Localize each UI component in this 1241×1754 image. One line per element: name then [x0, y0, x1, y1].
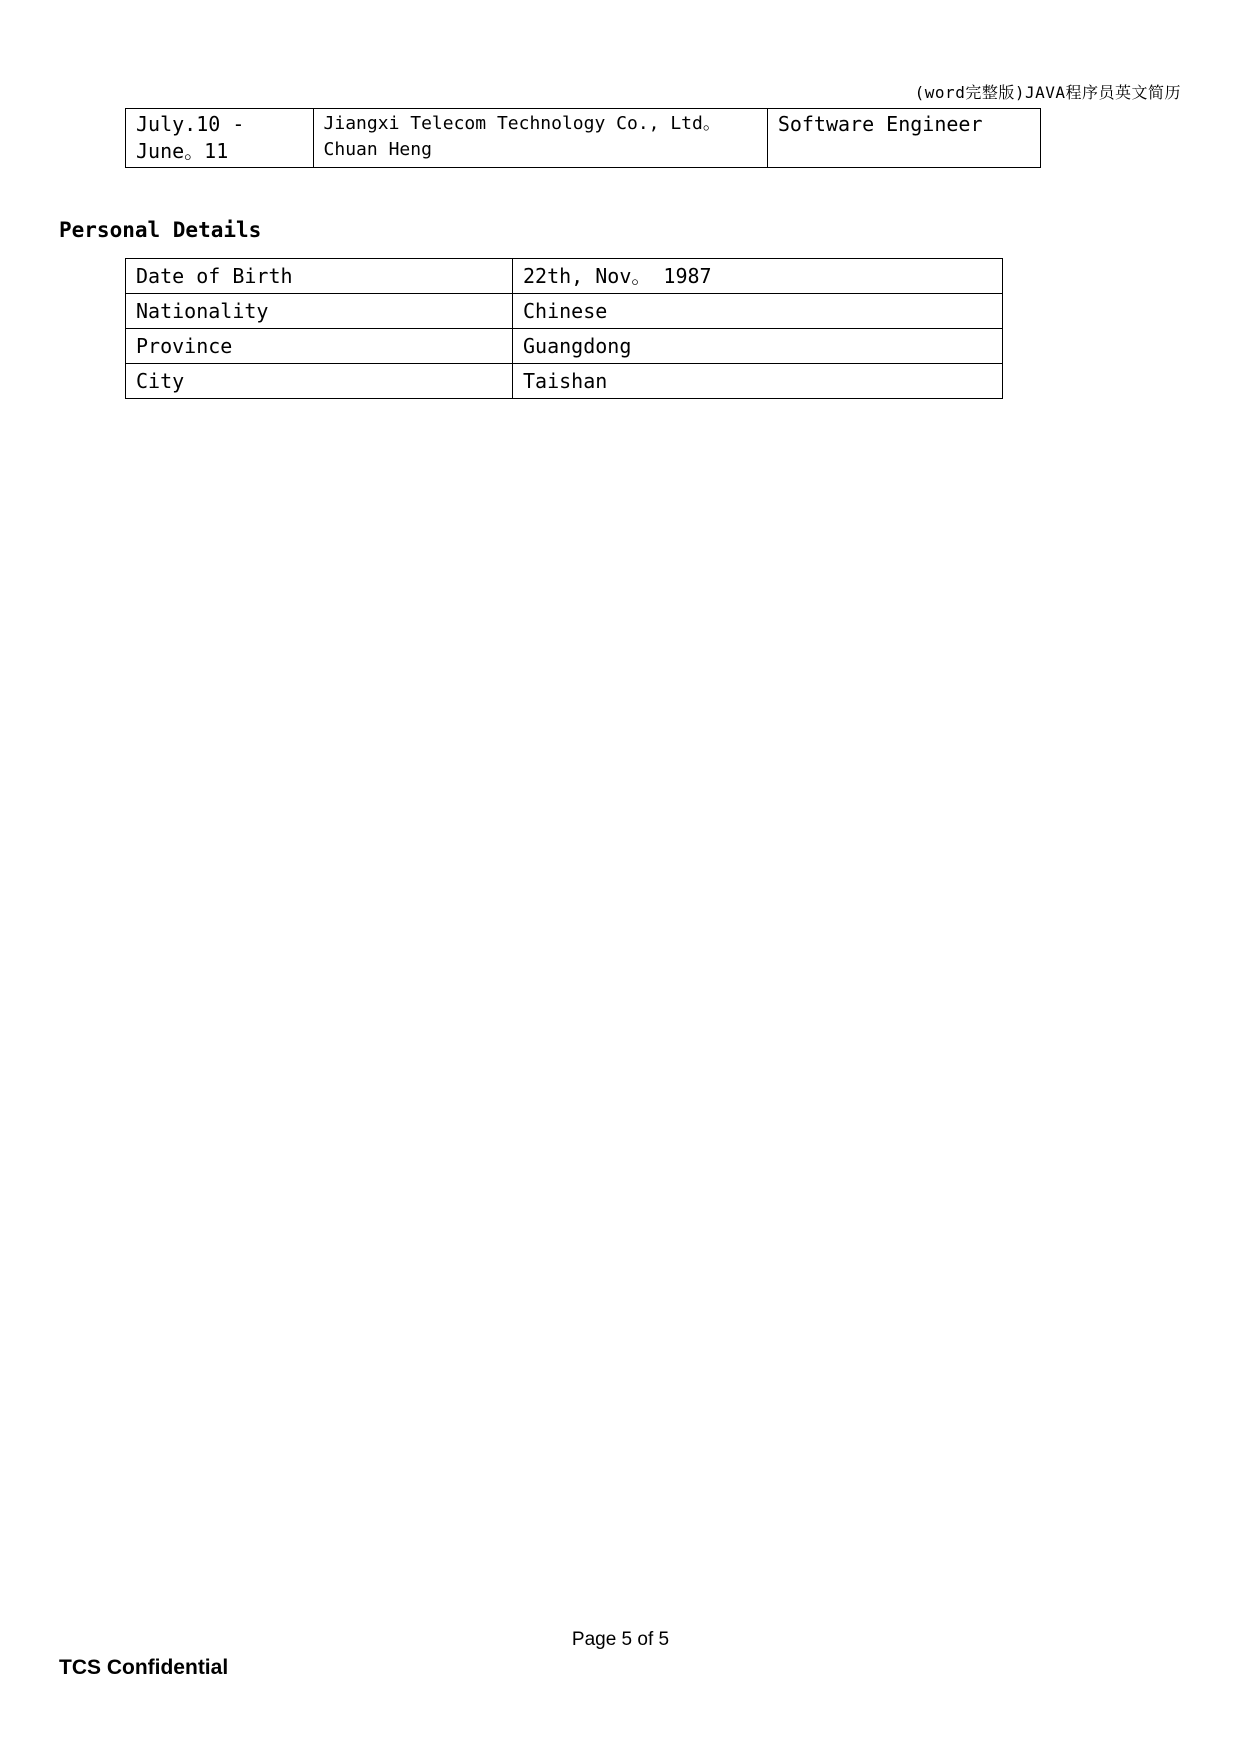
detail-value: Guangdong: [513, 329, 1003, 364]
page-number: Page 5 of 5: [571, 1629, 670, 1650]
detail-value: Taishan: [513, 364, 1003, 399]
period-end: June。11: [136, 139, 229, 163]
detail-value: 22th, Nov。 1987: [513, 259, 1003, 294]
personal-details-table: [125, 258, 1003, 399]
table-row: [126, 364, 1003, 399]
employment-role-cell: Software Engineer: [767, 109, 1040, 168]
document-title-header: (word完整版)JAVA程序员英文简历: [914, 83, 1181, 102]
table-row: [126, 294, 1003, 329]
employment-period-cell: [126, 109, 314, 168]
detail-label: Nationality: [126, 294, 513, 329]
detail-label: Date of Birth: [126, 259, 513, 294]
detail-label: City: [126, 364, 513, 399]
detail-label: Province: [126, 329, 513, 364]
employment-table: [125, 108, 1041, 168]
table-row: [126, 259, 1003, 294]
section-title-personal-details: Personal Details: [59, 218, 262, 242]
detail-value: Chinese: [513, 294, 1003, 329]
confidential-label: TCS Confidential: [59, 1656, 229, 1679]
table-row: [126, 109, 1041, 168]
company-subname: Chuan Heng: [323, 139, 432, 160]
company-name: Jiangxi Telecom Technology Co., Ltd。: [323, 113, 721, 134]
employment-company-cell: [313, 109, 767, 168]
table-row: [126, 329, 1003, 364]
period-start: July.10 -: [136, 112, 245, 136]
